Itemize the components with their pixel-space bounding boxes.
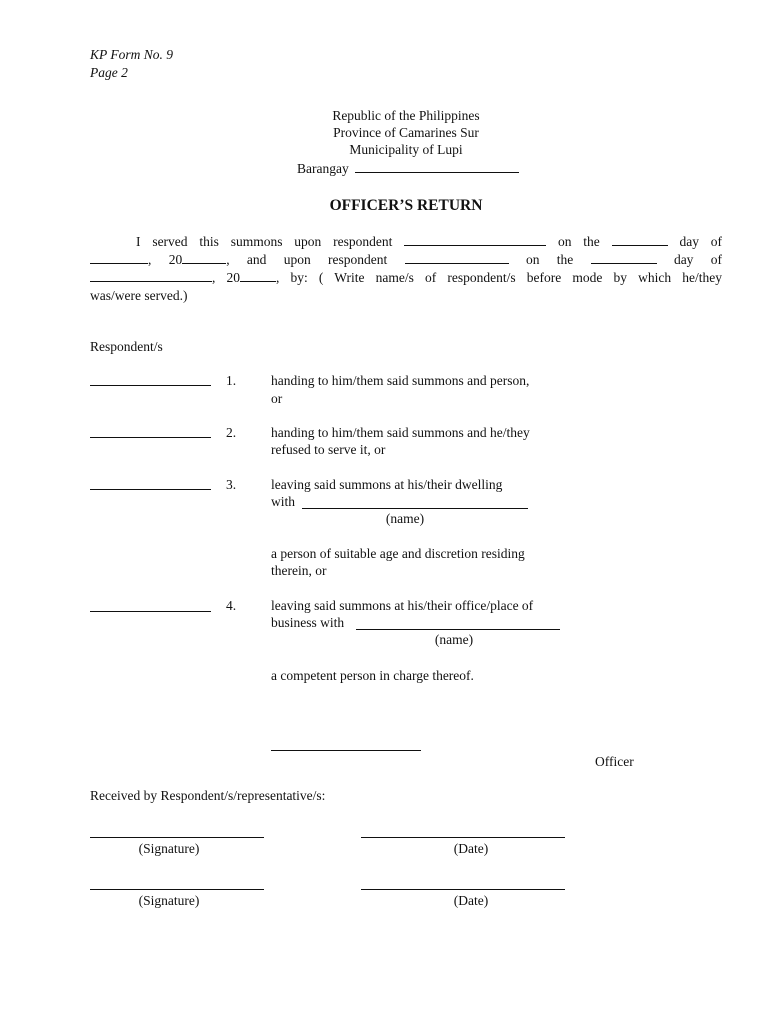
mode-4-text-line-1: leaving said summons at his/their office/place of — [271, 598, 534, 613]
intro-text-4: , — [148, 252, 152, 267]
signature-2-blank[interactable] — [90, 889, 264, 890]
mode-4-number: 4. — [226, 598, 237, 613]
barangay-label: Barangay — [297, 161, 349, 176]
intro-text-5: 20 — [168, 252, 183, 267]
mode-2-number: 2. — [226, 425, 237, 440]
mode-3-text-line-1: leaving said summons at his/their dwelling — [271, 477, 503, 492]
day-2-blank[interactable] — [591, 251, 657, 264]
mode-4-note-line-1: a competent person in charge thereof. — [271, 668, 474, 683]
respondents-label: Respondent/s — [90, 339, 163, 354]
mode-3-respondent-blank[interactable] — [90, 489, 211, 490]
barangay-blank[interactable] — [355, 160, 519, 173]
header-republic: Republic of the Philippines — [332, 108, 480, 123]
mode-3-name-blank[interactable] — [302, 508, 528, 509]
intro-text-9: , 20 — [212, 270, 241, 285]
intro-text-10: , by: ( Write name/s of respondent/s before mode by which he/they — [276, 270, 722, 285]
mode-2-text-line-1: handing to him/them said summons and he/they — [271, 425, 530, 440]
date-1-caption: (Date) — [453, 841, 489, 856]
document-title: OFFICER’S RETURN — [329, 197, 483, 214]
mode-2-respondent-blank[interactable] — [90, 437, 211, 438]
mode-1-text-line-2: or — [271, 391, 283, 406]
month-1-blank[interactable] — [90, 251, 148, 264]
header-province: Province of Camarines Sur — [333, 125, 479, 140]
intro-text-7: on the — [525, 252, 574, 267]
page-number: Page 2 — [90, 65, 128, 80]
mode-3-name-caption: (name) — [385, 511, 425, 526]
mode-1-text-line-1: handing to him/them said summons and person, — [271, 373, 530, 388]
respondent-2-blank[interactable] — [405, 251, 509, 264]
intro-text-1: I served this summons upon respondent — [136, 234, 393, 249]
date-2-caption: (Date) — [453, 893, 489, 908]
signature-1-caption: (Signature) — [138, 841, 200, 856]
intro-text-8: day of — [673, 252, 723, 267]
mode-1-number: 1. — [226, 373, 237, 388]
mode-4-text-line-2: business with — [271, 615, 345, 630]
mode-2-text-line-2: refused to serve it, or — [271, 442, 386, 457]
day-1-blank[interactable] — [612, 233, 668, 246]
month-2-blank[interactable] — [90, 269, 212, 282]
intro-line-2 — [90, 251, 722, 268]
mode-3-text-line-2: with — [271, 494, 296, 509]
received-by-label: Received by Respondent/s/representative/s: — [90, 788, 326, 803]
form-number: KP Form No. 9 — [90, 47, 174, 62]
header-municipality: Municipality of Lupi — [349, 142, 463, 157]
mode-1-respondent-blank[interactable] — [90, 385, 211, 386]
intro-text-6: , and upon respondent — [226, 252, 388, 267]
mode-4-name-blank[interactable] — [356, 629, 560, 630]
year-2-blank[interactable] — [240, 269, 276, 282]
intro-text-3: day of — [679, 234, 723, 249]
mode-4-name-caption: (name) — [434, 632, 474, 647]
respondent-1-blank[interactable] — [404, 233, 546, 246]
date-2-blank[interactable] — [361, 889, 565, 890]
date-1-blank[interactable] — [361, 837, 565, 838]
year-1-blank[interactable] — [182, 251, 226, 264]
signature-1-blank[interactable] — [90, 837, 264, 838]
intro-line-1 — [90, 233, 722, 250]
mode-3-number: 3. — [226, 477, 237, 492]
mode-4-respondent-blank[interactable] — [90, 611, 211, 612]
barangay-field — [297, 160, 519, 177]
officer-label: Officer — [595, 754, 634, 769]
signature-2-caption: (Signature) — [138, 893, 200, 908]
intro-text-2: on the — [557, 234, 600, 249]
mode-3-note-line-1: a person of suitable age and discretion residing — [271, 546, 525, 561]
intro-line-3 — [90, 269, 722, 286]
mode-3-note-line-2: therein, or — [271, 563, 327, 578]
intro-line-4: was/were served.) — [90, 288, 188, 303]
officer-signature-blank[interactable] — [271, 750, 421, 751]
